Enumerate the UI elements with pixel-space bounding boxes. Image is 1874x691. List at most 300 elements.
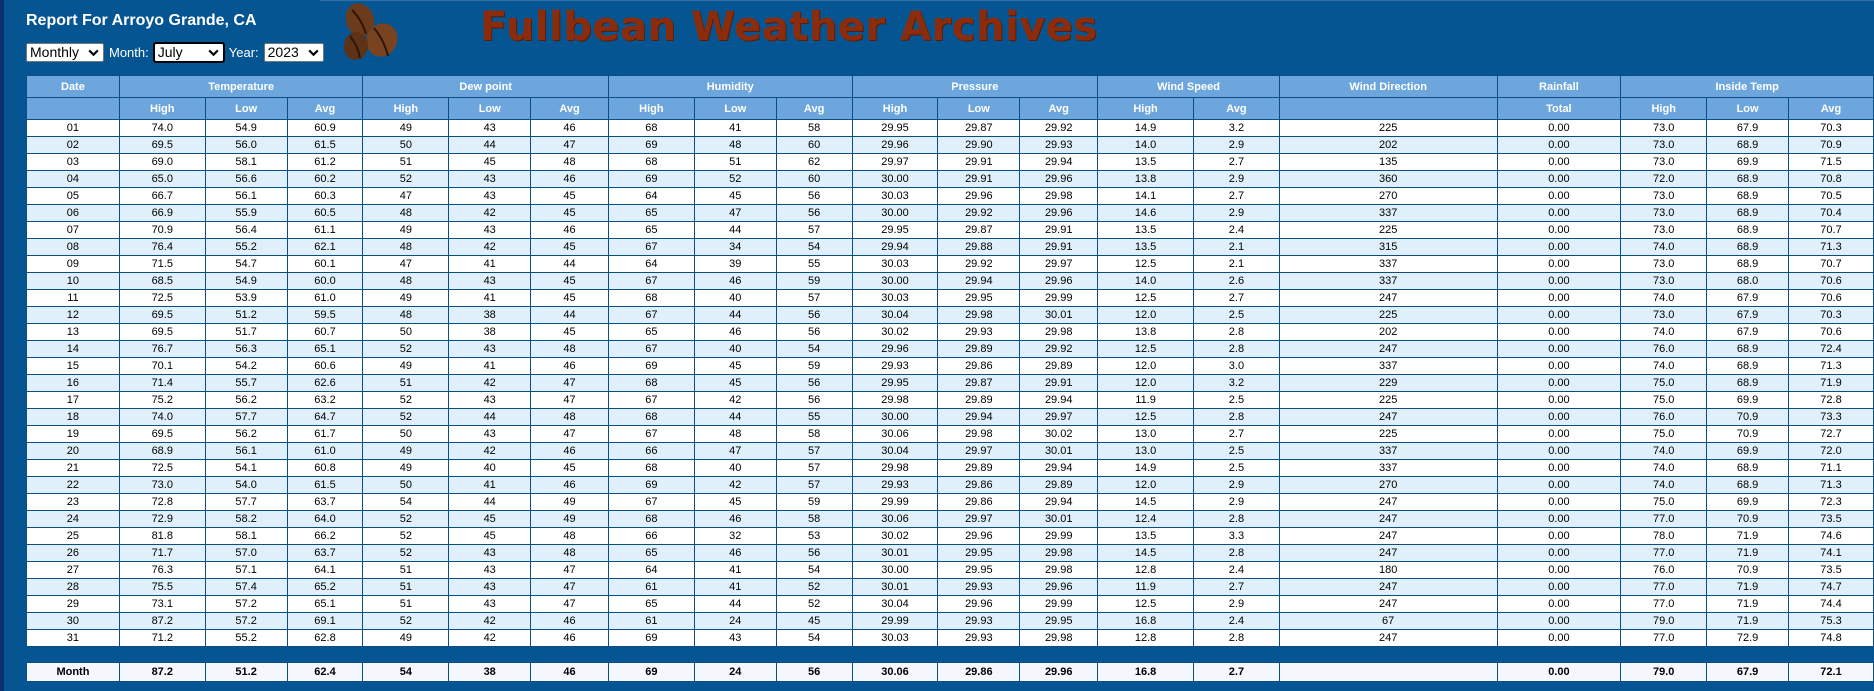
sub-header-cell: High — [1621, 98, 1707, 120]
table-cell: 72.5 — [119, 460, 205, 477]
table-cell: 46 — [531, 613, 609, 630]
table-cell: 61.0 — [287, 290, 363, 307]
table-cell: 48 — [531, 528, 609, 545]
sub-header-cell: Avg — [287, 98, 363, 120]
table-cell: 68.9 — [1707, 137, 1789, 154]
table-cell: 59 — [776, 273, 852, 290]
table-cell: 73.5 — [1789, 511, 1874, 528]
table-cell: 47 — [694, 205, 776, 222]
table-cell: 29.91 — [938, 171, 1020, 188]
table-cell: 29.98 — [1020, 562, 1098, 579]
table-cell: 56 — [776, 375, 852, 392]
table-cell: 2.4 — [1193, 613, 1279, 630]
table-cell: 247 — [1279, 511, 1497, 528]
table-cell: 56 — [776, 307, 852, 324]
table-cell: 67.9 — [1707, 120, 1789, 137]
table-cell: 76.0 — [1621, 409, 1707, 426]
table-cell: 0.00 — [1497, 392, 1621, 409]
table-cell: 2.7 — [1193, 579, 1279, 596]
table-cell: 71.9 — [1707, 596, 1789, 613]
table-cell: 46 — [531, 358, 609, 375]
table-cell: 74.8 — [1789, 630, 1874, 647]
table-cell: 70.4 — [1789, 205, 1874, 222]
table-cell: 49 — [531, 494, 609, 511]
table-cell: 30.04 — [852, 596, 938, 613]
table-cell: 73.0 — [1621, 137, 1707, 154]
table-cell: 3.2 — [1193, 120, 1279, 137]
table-cell: 29.93 — [852, 477, 938, 494]
table-cell: 65.0 — [119, 171, 205, 188]
table-cell: 74.7 — [1789, 579, 1874, 596]
table-cell: 52 — [363, 341, 449, 358]
table-cell: 69.9 — [1707, 494, 1789, 511]
table-cell: 74.0 — [119, 409, 205, 426]
table-cell: 75.0 — [1621, 392, 1707, 409]
table-cell: 46 — [531, 120, 609, 137]
table-cell: 45 — [449, 154, 531, 171]
table-cell: 29.99 — [1020, 290, 1098, 307]
table-cell: 29.97 — [1020, 256, 1098, 273]
table-cell: 360 — [1279, 171, 1497, 188]
table-cell: 71.3 — [1789, 239, 1874, 256]
table-spacer — [27, 647, 1874, 663]
table-cell: 56 — [776, 188, 852, 205]
table-cell: 54.9 — [205, 273, 287, 290]
table-cell: 0.00 — [1497, 409, 1621, 426]
table-cell: 62.8 — [287, 630, 363, 647]
table-cell: 12.5 — [1098, 256, 1194, 273]
table-cell: 65.1 — [287, 341, 363, 358]
table-cell: 47 — [531, 392, 609, 409]
table-cell: 2.5 — [1193, 460, 1279, 477]
table-cell: 61.7 — [287, 426, 363, 443]
table-cell: 69.9 — [1707, 392, 1789, 409]
table-cell: 49 — [531, 511, 609, 528]
table-cell: 74.6 — [1789, 528, 1874, 545]
table-cell: 71.3 — [1789, 358, 1874, 375]
table-cell: 71.9 — [1707, 528, 1789, 545]
summary-cell: 16.8 — [1098, 663, 1194, 682]
table-cell: 63.7 — [287, 545, 363, 562]
table-cell: 29.96 — [852, 341, 938, 358]
summary-cell: 67.9 — [1707, 663, 1789, 682]
date-cell: 19 — [27, 426, 120, 443]
table-row — [27, 528, 1874, 545]
table-cell: 48 — [363, 239, 449, 256]
sub-header-cell: Avg — [1193, 98, 1279, 120]
summary-cell: 46 — [531, 663, 609, 682]
table-cell: 0.00 — [1497, 375, 1621, 392]
table-cell: 56.3 — [205, 341, 287, 358]
year-select[interactable] — [264, 43, 324, 62]
table-cell: 29.94 — [1020, 460, 1098, 477]
table-cell: 225 — [1279, 392, 1497, 409]
date-cell: 12 — [27, 307, 120, 324]
table-cell: 0.00 — [1497, 630, 1621, 647]
table-cell: 74.0 — [1621, 460, 1707, 477]
table-cell: 48 — [531, 154, 609, 171]
table-cell: 70.3 — [1789, 307, 1874, 324]
table-cell: 72.7 — [1789, 426, 1874, 443]
table-cell: 72.8 — [1789, 392, 1874, 409]
table-cell: 0.00 — [1497, 154, 1621, 171]
table-cell: 71.5 — [1789, 154, 1874, 171]
table-cell: 69 — [608, 630, 694, 647]
table-cell: 50 — [363, 477, 449, 494]
table-cell: 247 — [1279, 579, 1497, 596]
table-cell: 67 — [608, 307, 694, 324]
summary-cell: 56 — [776, 663, 852, 682]
table-row — [27, 222, 1874, 239]
table-cell: 68 — [608, 154, 694, 171]
summary-cell: 38 — [449, 663, 531, 682]
table-cell: 29.86 — [938, 494, 1020, 511]
table-cell: 29.87 — [938, 375, 1020, 392]
table-cell: 337 — [1279, 256, 1497, 273]
sub-header-cell: High — [852, 98, 938, 120]
table-cell: 74.0 — [1621, 358, 1707, 375]
table-cell: 70.3 — [1789, 120, 1874, 137]
date-cell: 27 — [27, 562, 120, 579]
table-cell: 3.3 — [1193, 528, 1279, 545]
table-cell: 49 — [363, 460, 449, 477]
table-cell: 29.95 — [938, 290, 1020, 307]
sub-header-cell: Avg — [1789, 98, 1874, 120]
table-cell: 77.0 — [1621, 511, 1707, 528]
table-cell: 12.5 — [1098, 341, 1194, 358]
table-cell: 30.06 — [852, 426, 938, 443]
table-cell: 69.5 — [119, 324, 205, 341]
table-cell: 74.0 — [1621, 290, 1707, 307]
table-cell: 54.1 — [205, 460, 287, 477]
table-cell: 270 — [1279, 477, 1497, 494]
table-cell: 14.9 — [1098, 120, 1194, 137]
table-cell: 69.0 — [119, 154, 205, 171]
table-row — [27, 273, 1874, 290]
table-cell: 0.00 — [1497, 171, 1621, 188]
table-cell: 76.0 — [1621, 562, 1707, 579]
table-cell: 73.0 — [1621, 188, 1707, 205]
table-cell: 45 — [531, 460, 609, 477]
table-cell: 29.93 — [1020, 137, 1098, 154]
table-cell: 69 — [608, 137, 694, 154]
table-cell: 56.1 — [205, 188, 287, 205]
table-cell: 2.8 — [1193, 324, 1279, 341]
table-cell: 66.2 — [287, 528, 363, 545]
table-row — [27, 443, 1874, 460]
table-cell: 50 — [363, 324, 449, 341]
table-cell: 29.95 — [938, 562, 1020, 579]
year-select-value: 2023 — [267, 44, 299, 60]
table-cell: 57.0 — [205, 545, 287, 562]
table-cell: 14.1 — [1098, 188, 1194, 205]
table-cell: 0.00 — [1497, 477, 1621, 494]
table-row — [27, 409, 1874, 426]
table-cell: 54 — [776, 562, 852, 579]
table-cell: 68 — [608, 511, 694, 528]
table-cell: 13.0 — [1098, 443, 1194, 460]
table-cell: 64 — [608, 256, 694, 273]
table-row — [27, 290, 1874, 307]
table-cell: 30.03 — [852, 188, 938, 205]
table-cell: 38 — [449, 324, 531, 341]
table-cell: 44 — [531, 256, 609, 273]
table-cell: 13.5 — [1098, 222, 1194, 239]
table-cell: 0.00 — [1497, 239, 1621, 256]
table-cell: 64.1 — [287, 562, 363, 579]
summary-cell — [1279, 663, 1497, 682]
table-cell: 14.0 — [1098, 273, 1194, 290]
summary-label: Month — [27, 663, 120, 682]
table-cell: 57.2 — [205, 596, 287, 613]
table-cell: 48 — [531, 409, 609, 426]
table-cell: 69.9 — [1707, 443, 1789, 460]
table-cell: 72.4 — [1789, 341, 1874, 358]
table-row — [27, 392, 1874, 409]
table-cell: 75.0 — [1621, 494, 1707, 511]
table-cell: 29.86 — [938, 358, 1020, 375]
table-cell: 29.92 — [1020, 120, 1098, 137]
table-cell: 68.9 — [1707, 188, 1789, 205]
table-cell: 65 — [608, 545, 694, 562]
header-rainfall: Rainfall — [1497, 76, 1621, 98]
table-cell: 2.4 — [1193, 562, 1279, 579]
table-cell: 12.5 — [1098, 409, 1194, 426]
table-cell: 247 — [1279, 341, 1497, 358]
table-cell: 58.2 — [205, 511, 287, 528]
table-cell: 56.6 — [205, 171, 287, 188]
table-cell: 247 — [1279, 494, 1497, 511]
table-cell: 58.1 — [205, 154, 287, 171]
sub-header-cell — [1279, 98, 1497, 120]
table-cell: 12.8 — [1098, 630, 1194, 647]
table-cell: 30.00 — [852, 171, 938, 188]
table-cell: 55 — [776, 256, 852, 273]
table-cell: 61 — [608, 579, 694, 596]
table-row — [27, 324, 1874, 341]
table-cell: 247 — [1279, 545, 1497, 562]
table-cell: 56.0 — [205, 137, 287, 154]
table-cell: 44 — [694, 409, 776, 426]
table-cell: 43 — [449, 545, 531, 562]
table-cell: 41 — [449, 477, 531, 494]
table-cell: 70.1 — [119, 358, 205, 375]
table-cell: 43 — [449, 562, 531, 579]
date-cell: 03 — [27, 154, 120, 171]
table-cell: 12.0 — [1098, 375, 1194, 392]
table-cell: 29.97 — [938, 443, 1020, 460]
table-cell: 74.0 — [119, 120, 205, 137]
table-cell: 68.9 — [1707, 460, 1789, 477]
table-cell: 65.2 — [287, 579, 363, 596]
table-cell: 52 — [363, 392, 449, 409]
date-cell: 01 — [27, 120, 120, 137]
table-cell: 55 — [776, 409, 852, 426]
table-cell: 30.01 — [852, 579, 938, 596]
table-row — [27, 460, 1874, 477]
table-cell: 73.0 — [1621, 273, 1707, 290]
table-cell: 46 — [694, 324, 776, 341]
table-row — [27, 256, 1874, 273]
table-cell: 2.8 — [1193, 630, 1279, 647]
date-cell: 29 — [27, 596, 120, 613]
table-cell: 68 — [608, 120, 694, 137]
table-cell: 2.9 — [1193, 171, 1279, 188]
table-cell: 12.0 — [1098, 358, 1194, 375]
month-summary-row — [27, 663, 1874, 682]
table-cell: 39 — [694, 256, 776, 273]
table-cell: 29.96 — [1020, 579, 1098, 596]
table-cell: 47 — [531, 137, 609, 154]
table-cell: 315 — [1279, 239, 1497, 256]
table-row — [27, 307, 1874, 324]
table-cell: 68.9 — [1707, 205, 1789, 222]
summary-cell: 29.96 — [1020, 663, 1098, 682]
table-cell: 42 — [449, 239, 531, 256]
table-cell: 56.1 — [205, 443, 287, 460]
table-cell: 73.0 — [1621, 222, 1707, 239]
table-cell: 41 — [694, 562, 776, 579]
table-cell: 29.99 — [852, 613, 938, 630]
table-cell: 45 — [694, 494, 776, 511]
table-cell: 73.0 — [1621, 307, 1707, 324]
table-cell: 63.2 — [287, 392, 363, 409]
table-cell: 0.00 — [1497, 613, 1621, 630]
site-banner-title: Fullbean Weather Archives — [480, 4, 1098, 50]
table-cell: 69 — [608, 358, 694, 375]
table-cell: 40 — [694, 341, 776, 358]
table-cell: 75.2 — [119, 392, 205, 409]
table-cell: 46 — [694, 273, 776, 290]
table-cell: 42 — [449, 443, 531, 460]
coffee-beans-icon — [338, 0, 410, 66]
table-cell: 68.9 — [1707, 222, 1789, 239]
table-cell: 52 — [363, 528, 449, 545]
summary-cell: 62.4 — [287, 663, 363, 682]
table-row — [27, 494, 1874, 511]
table-cell: 2.8 — [1193, 545, 1279, 562]
sub-header-cell — [27, 98, 120, 120]
table-cell: 30.01 — [1020, 443, 1098, 460]
table-cell: 72.3 — [1789, 494, 1874, 511]
table-cell: 43 — [694, 630, 776, 647]
table-cell: 70.9 — [1707, 426, 1789, 443]
table-cell: 46 — [531, 222, 609, 239]
table-row — [27, 630, 1874, 647]
table-cell: 60.6 — [287, 358, 363, 375]
date-cell: 26 — [27, 545, 120, 562]
table-cell: 74.0 — [1621, 443, 1707, 460]
summary-cell: 69 — [608, 663, 694, 682]
table-cell: 71.9 — [1707, 545, 1789, 562]
table-cell: 49 — [363, 443, 449, 460]
table-cell: 43 — [449, 579, 531, 596]
table-cell: 72.0 — [1621, 171, 1707, 188]
table-cell: 60.7 — [287, 324, 363, 341]
table-cell: 42 — [449, 205, 531, 222]
table-cell: 29.98 — [1020, 324, 1098, 341]
table-cell: 44 — [449, 494, 531, 511]
table-cell: 0.00 — [1497, 426, 1621, 443]
table-cell: 30.03 — [852, 256, 938, 273]
table-cell: 0.00 — [1497, 137, 1621, 154]
table-cell: 68.9 — [1707, 477, 1789, 494]
table-cell: 29.96 — [938, 528, 1020, 545]
month-select[interactable] — [154, 43, 224, 62]
table-cell: 52 — [363, 511, 449, 528]
table-cell: 73.1 — [119, 596, 205, 613]
summary-cell: 79.0 — [1621, 663, 1707, 682]
group-header-row — [27, 76, 1874, 98]
table-cell: 29.86 — [938, 477, 1020, 494]
table-row — [27, 120, 1874, 137]
table-cell: 47 — [363, 188, 449, 205]
table-cell: 2.7 — [1193, 154, 1279, 171]
table-cell: 73.0 — [1621, 205, 1707, 222]
table-cell: 71.1 — [1789, 460, 1874, 477]
table-cell: 3.0 — [1193, 358, 1279, 375]
table-cell: 41 — [449, 256, 531, 273]
date-cell: 04 — [27, 171, 120, 188]
table-cell: 29.98 — [1020, 545, 1098, 562]
table-cell: 13.5 — [1098, 239, 1194, 256]
table-row — [27, 613, 1874, 630]
table-cell: 71.9 — [1707, 613, 1789, 630]
table-cell: 72.5 — [119, 290, 205, 307]
period-select[interactable] — [26, 43, 104, 62]
table-cell: 43 — [449, 392, 531, 409]
table-cell: 47 — [531, 596, 609, 613]
table-cell: 69 — [608, 171, 694, 188]
table-cell: 0.00 — [1497, 460, 1621, 477]
table-cell: 56.2 — [205, 392, 287, 409]
table-cell: 57.4 — [205, 579, 287, 596]
table-cell: 29.96 — [852, 137, 938, 154]
table-cell: 202 — [1279, 324, 1497, 341]
table-cell: 55.2 — [205, 630, 287, 647]
table-cell: 59 — [776, 358, 852, 375]
table-cell: 71.2 — [119, 630, 205, 647]
table-cell: 72.0 — [1789, 443, 1874, 460]
table-cell: 29.91 — [1020, 239, 1098, 256]
table-cell: 43 — [449, 426, 531, 443]
table-cell: 29.89 — [1020, 358, 1098, 375]
date-cell: 17 — [27, 392, 120, 409]
table-cell: 2.8 — [1193, 341, 1279, 358]
table-cell: 48 — [694, 137, 776, 154]
table-cell: 30.00 — [852, 205, 938, 222]
table-cell: 60 — [776, 171, 852, 188]
date-cell: 24 — [27, 511, 120, 528]
table-cell: 30.02 — [852, 324, 938, 341]
table-cell: 0.00 — [1497, 562, 1621, 579]
table-cell: 47 — [363, 256, 449, 273]
table-cell: 2.6 — [1193, 273, 1279, 290]
table-cell: 71.9 — [1789, 375, 1874, 392]
table-cell: 74.4 — [1789, 596, 1874, 613]
table-cell: 41 — [694, 579, 776, 596]
sub-header-cell: Avg — [531, 98, 609, 120]
table-cell: 29.96 — [938, 188, 1020, 205]
table-cell: 30.00 — [852, 409, 938, 426]
table-cell: 76.3 — [119, 562, 205, 579]
table-cell: 13.8 — [1098, 171, 1194, 188]
table-cell: 68.9 — [1707, 341, 1789, 358]
header-wind-direction: Wind Direction — [1279, 76, 1497, 98]
table-cell: 225 — [1279, 120, 1497, 137]
table-cell: 45 — [531, 290, 609, 307]
sub-header-cell: High — [608, 98, 694, 120]
